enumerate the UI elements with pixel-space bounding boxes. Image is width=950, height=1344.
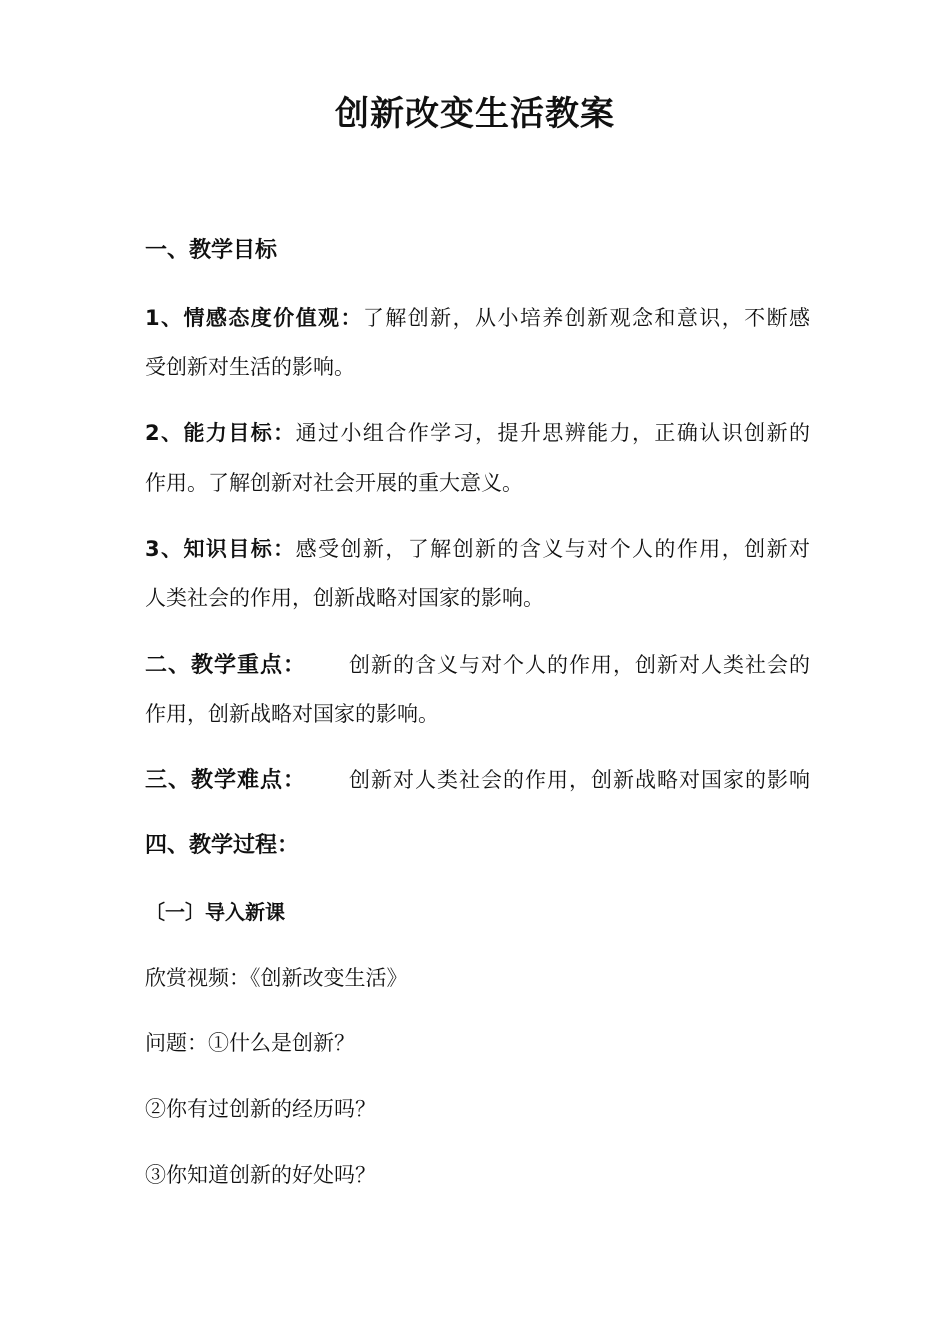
question-3: ③你知道创新的好处吗？ <box>145 1163 376 1187</box>
goal-1-text: 了解创新，从小培养创新观念和意识，不断感 <box>362 306 810 330</box>
goal-2-text: 通过小组合作学习，提升思辨能力，正确认识创新的 <box>295 421 810 445</box>
section-heading-key-points: 二、教学重点： <box>145 653 306 678</box>
key-points-text: 创新的含义与对个人的作用，创新对人类社会的 <box>348 653 810 677</box>
question-1: 问题：①什么是创新？ <box>145 1031 355 1055</box>
page-title: 创新改变生活教案 <box>335 94 615 134</box>
goal-3-line-2: 人类社会的作用，创新战略对国家的影响。 <box>145 586 544 610</box>
section-heading-process: 四、教学过程： <box>145 833 300 858</box>
section-heading-difficulties: 三、教学难点： <box>145 768 306 793</box>
goal-3-text: 感受创新，了解创新的含义与对个人的作用，创新对 <box>295 537 810 561</box>
difficulties-line <box>145 765 810 796</box>
question-2: ②你有过创新的经历吗？ <box>145 1097 376 1121</box>
goal-3-label: 3、知识目标： <box>145 537 296 561</box>
difficulties-text: 创新对人类社会的作用，创新战略对国家的影响 <box>348 768 810 792</box>
goal-3-line-1 <box>145 534 810 564</box>
goal-1-label: 1、情感态度价值观： <box>145 306 363 330</box>
goal-2-label: 2、能力目标： <box>145 421 296 445</box>
goal-1-line-1 <box>145 303 810 333</box>
section-heading-goals: 一、教学目标 <box>145 238 278 263</box>
goal-2-line-2: 作用。了解创新对社会开展的重大意义。 <box>145 471 523 495</box>
video-line: 欣赏视频：《创新改变生活》 <box>145 966 408 990</box>
key-points-line-2: 作用，创新战略对国家的影响。 <box>145 702 439 726</box>
goal-1-line-2: 受创新对生活的影响。 <box>145 355 355 379</box>
subsection-heading-intro: 〔一〕导入新课 <box>145 900 285 924</box>
key-points-line-1 <box>145 650 810 681</box>
goal-2-line-1 <box>145 418 810 448</box>
